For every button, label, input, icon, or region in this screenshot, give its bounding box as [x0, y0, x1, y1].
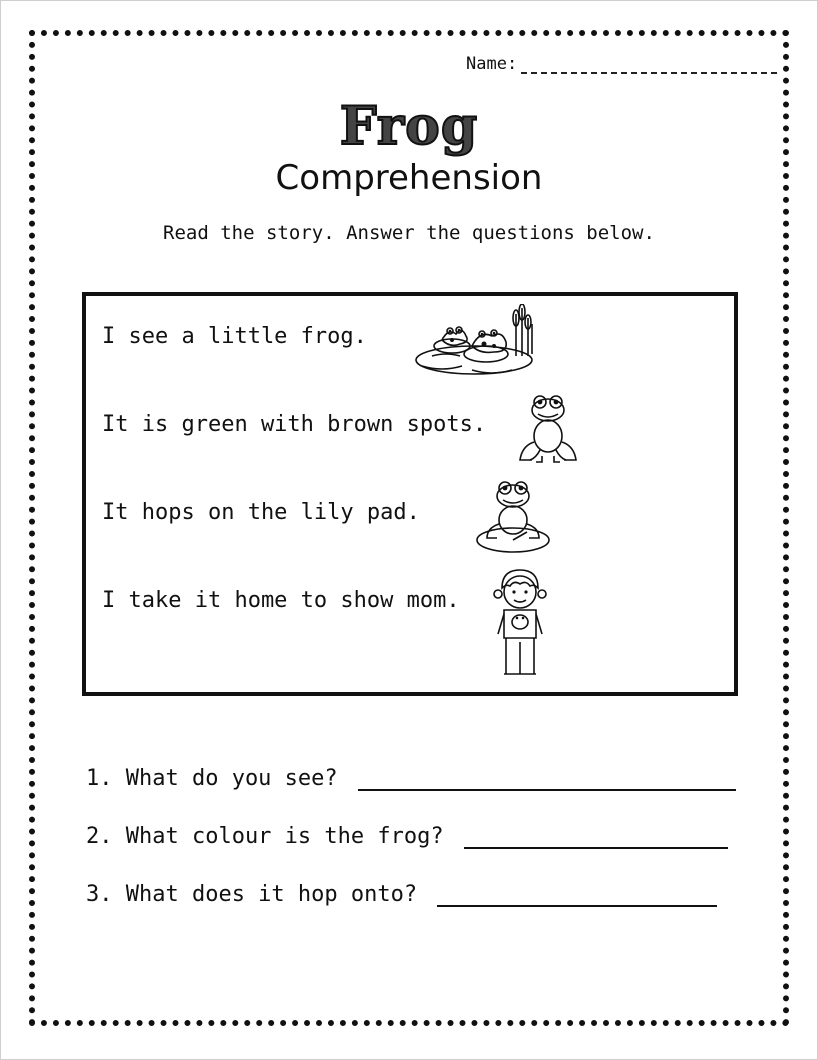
name-field[interactable]: [466, 54, 777, 74]
story-line-4: I take it home to show mom.: [102, 588, 460, 613]
question-1-text: 1. What do you see?: [86, 766, 338, 791]
worksheet-title: Frog: [339, 96, 479, 157]
frog-on-lily-pad-icon: [474, 478, 552, 558]
sitting-frog-icon: [516, 392, 580, 466]
instructions: Read the story. Answer the questions below.: [163, 222, 655, 244]
story-line-3: It hops on the lily pad.: [102, 500, 420, 525]
question-3: [86, 882, 717, 907]
name-label: Name:: [466, 54, 518, 74]
question-1: [86, 766, 736, 791]
question-2: [86, 824, 728, 849]
answer-line-3[interactable]: [437, 895, 717, 907]
boy-holding-frog-icon: [492, 566, 548, 684]
story-box: [82, 292, 738, 696]
name-blank-line[interactable]: [521, 58, 777, 74]
question-3-text: 3. What does it hop onto?: [86, 882, 418, 907]
story-line-2: It is green with brown spots.: [102, 412, 487, 437]
frogs-in-pond-icon: [412, 304, 540, 384]
story-line-1: I see a little frog.: [102, 324, 367, 349]
answer-line-2[interactable]: [464, 837, 728, 849]
question-2-text: 2. What colour is the frog?: [86, 824, 444, 849]
worksheet-subtitle: Comprehension: [275, 158, 543, 198]
answer-line-1[interactable]: [358, 779, 736, 791]
